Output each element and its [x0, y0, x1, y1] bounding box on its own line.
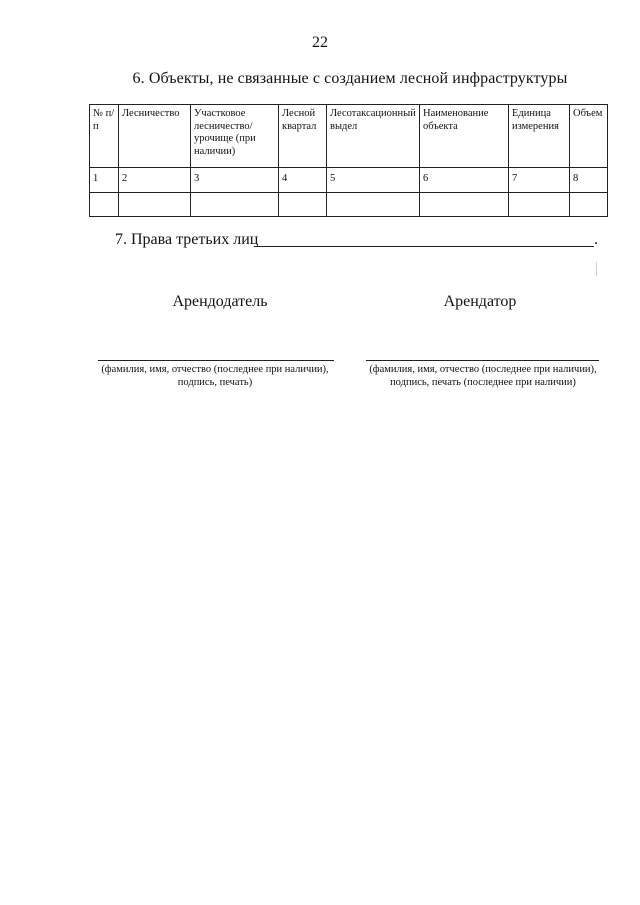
lessor-signature-note: (фамилия, имя, отчество (последнее при наличии), подпись, печать)	[101, 364, 329, 389]
table-cell: 6	[420, 168, 509, 193]
page-number: 22	[312, 34, 328, 51]
table-cell-empty	[279, 193, 327, 217]
lessee-signature-note: (фамилия, имя, отчество (последнее при наличии), подпись, печать (последнее при наличии)	[369, 364, 597, 389]
lessor-label: Арендодатель	[172, 293, 268, 310]
table-cell-empty	[509, 193, 570, 217]
table-cell: 3	[191, 168, 279, 193]
third-party-rights-fill-line	[254, 246, 594, 247]
scan-edge-mark	[596, 262, 597, 276]
header-cell-forestry: Лесничество	[119, 105, 191, 168]
objects-table	[89, 104, 608, 217]
table-cell: 7	[509, 168, 570, 193]
header-cell-object-name: Наименование объекта	[420, 105, 509, 168]
header-cell-district-forestry: Участковое лесничество/ урочище (при наличии)	[191, 105, 279, 168]
table-cell-empty	[90, 193, 119, 217]
header-cell-volume: Объем	[570, 105, 608, 168]
section-7-label: 7. Права третьих лиц	[115, 231, 259, 248]
section-6-title: 6. Объекты, не связанные с созданием лесной инфраструктуры	[132, 70, 568, 87]
table-cell-empty	[420, 193, 509, 217]
table-cell: 1	[90, 168, 119, 193]
table-cell: 2	[119, 168, 191, 193]
table-cell-empty	[191, 193, 279, 217]
lessor-signature-line	[98, 360, 334, 361]
section-7-end-mark: .	[594, 231, 598, 248]
lessee-signature-line	[366, 360, 599, 361]
header-cell-number: № п/п	[90, 105, 119, 168]
header-cell-forest-quarter: Лесной квартал	[279, 105, 327, 168]
table-row-empty	[90, 193, 608, 217]
table-cell-empty	[327, 193, 420, 217]
header-cell-forest-plot: Лесотаксационный выдел	[327, 105, 420, 168]
table-cell: 8	[570, 168, 608, 193]
table-cell: 5	[327, 168, 420, 193]
lessee-label: Арендатор	[443, 293, 517, 310]
table-row-column-numbers	[90, 168, 608, 193]
table-cell-empty	[570, 193, 608, 217]
header-cell-unit: Единица измерения	[509, 105, 570, 168]
table-cell: 4	[279, 168, 327, 193]
table-cell-empty	[119, 193, 191, 217]
table-header-row	[90, 105, 608, 168]
